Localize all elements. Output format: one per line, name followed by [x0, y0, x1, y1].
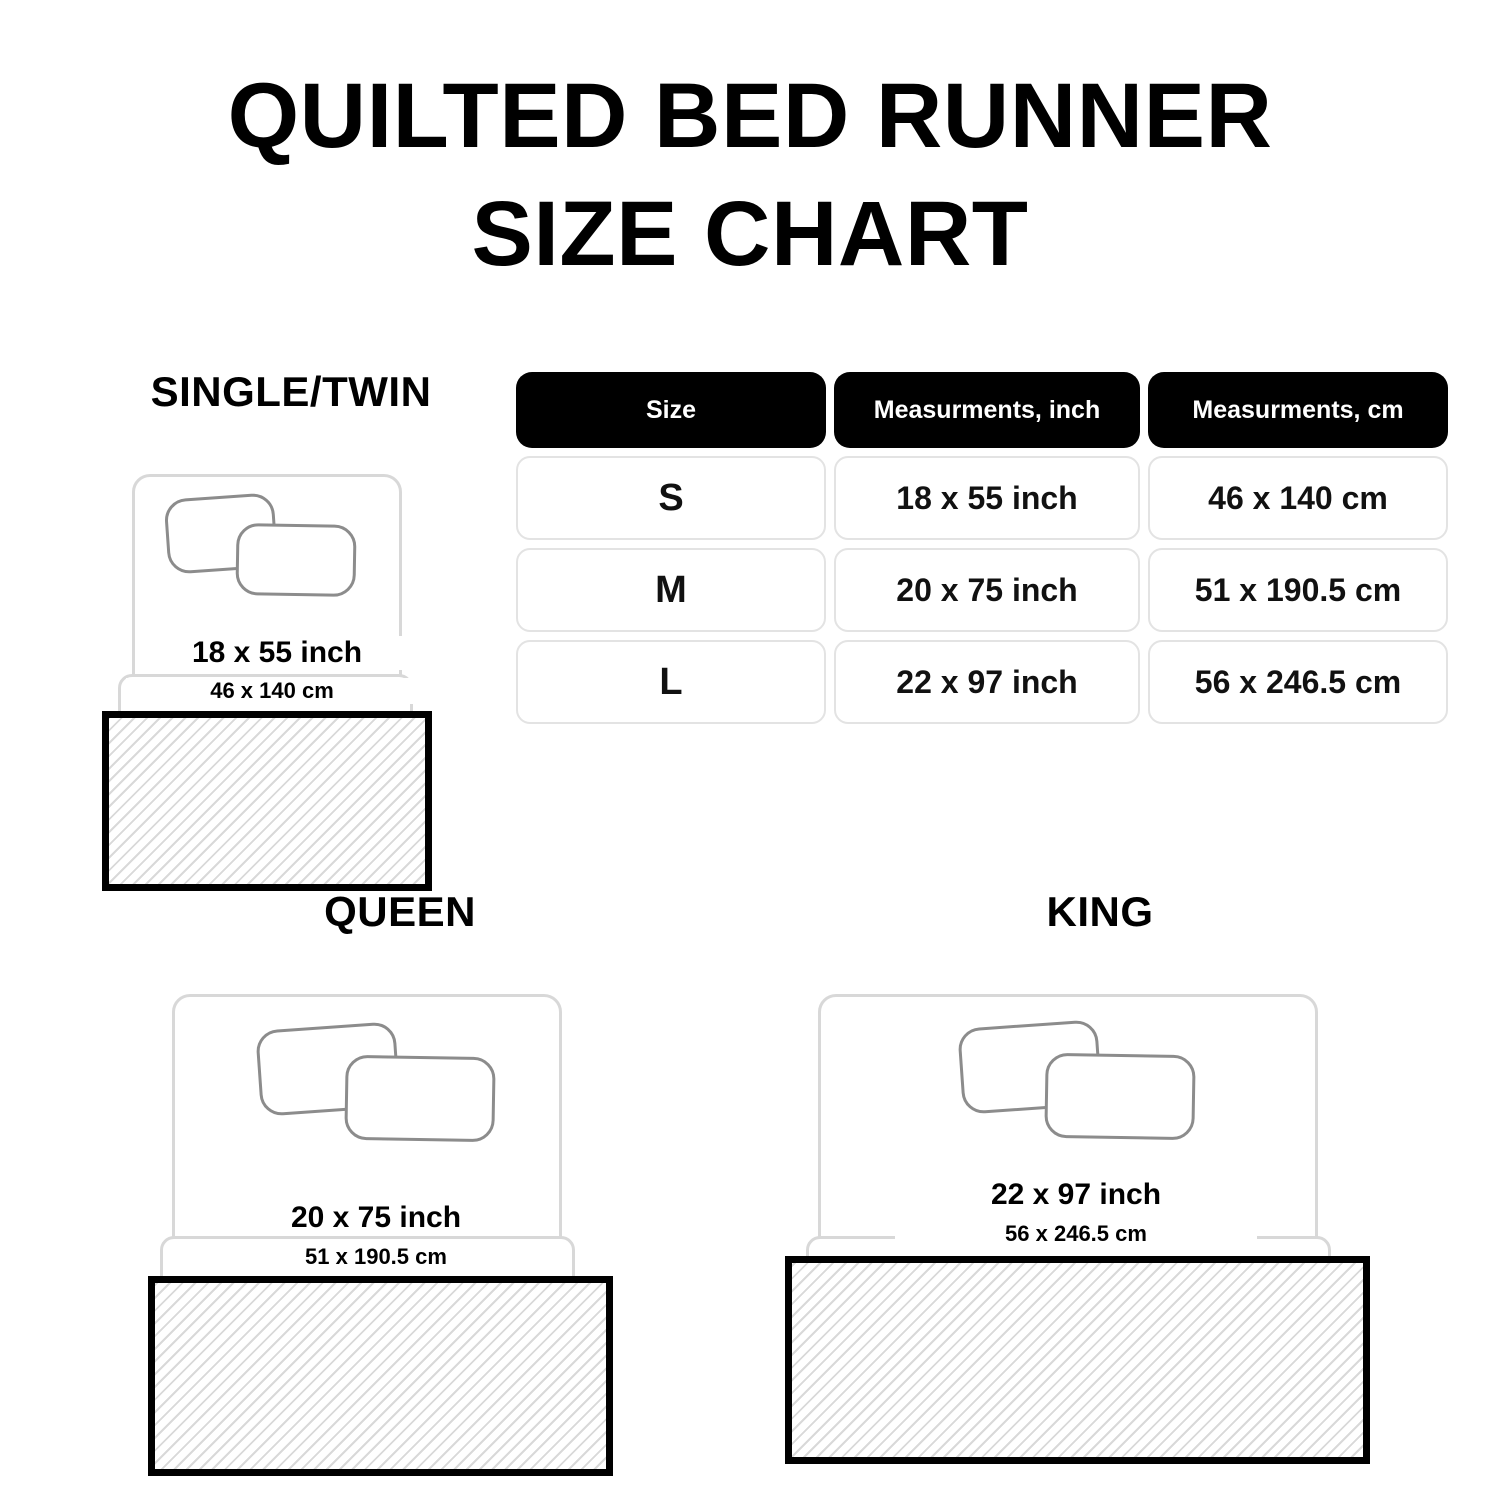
pillow-front	[1044, 1053, 1195, 1141]
dimension-cm-king: 56 x 246.5 cm	[895, 1221, 1257, 1247]
dimension-cm-queen: 51 x 190.5 cm	[200, 1244, 552, 1270]
bed-diagram-queen	[140, 888, 660, 1476]
title-line-2: SIZE CHART	[471, 182, 1029, 285]
cell-inch-l: 22 x 97 inch	[834, 640, 1140, 724]
pillow-front	[235, 523, 356, 597]
bed-diagram-single-twin	[96, 368, 486, 896]
bed-label-single-twin: SINGLE/TWIN	[150, 368, 432, 415]
dimension-inch-single-twin: 18 x 55 inch	[136, 636, 418, 670]
table-row	[516, 640, 1448, 724]
page-title	[0, 58, 1500, 294]
cell-cm-l: 56 x 246.5 cm	[1148, 640, 1448, 724]
dimension-inch-king: 22 x 97 inch	[900, 1178, 1252, 1212]
cell-cm-s: 46 x 140 cm	[1148, 456, 1448, 540]
dimension-cm-single-twin: 46 x 140 cm	[126, 678, 418, 704]
pillow-front	[344, 1055, 495, 1143]
title-line-1: QUILTED BED RUNNER	[227, 65, 1273, 167]
cell-size-m: M	[516, 548, 826, 632]
bed-label-king: KING	[1046, 888, 1154, 935]
cell-size-l: L	[516, 640, 826, 724]
size-chart-table	[516, 372, 1448, 732]
cell-cm-m: 51 x 190.5 cm	[1148, 548, 1448, 632]
column-header-size: Size	[516, 372, 826, 448]
table-header-row	[516, 372, 1448, 448]
column-header-inch: Measurments, inch	[834, 372, 1140, 448]
bed-label-queen: QUEEN	[324, 888, 476, 935]
bed-runner-queen	[148, 1276, 613, 1476]
bed-runner-king	[785, 1256, 1370, 1464]
cell-inch-s: 18 x 55 inch	[834, 456, 1140, 540]
bed-runner-single-twin	[102, 711, 432, 891]
table-row	[516, 548, 1448, 632]
table-row	[516, 456, 1448, 540]
dimension-inch-queen: 20 x 75 inch	[205, 1201, 547, 1235]
column-header-cm: Measurments, cm	[1148, 372, 1448, 448]
cell-size-s: S	[516, 456, 826, 540]
bed-diagram-king	[790, 888, 1410, 1476]
cell-inch-m: 20 x 75 inch	[834, 548, 1140, 632]
